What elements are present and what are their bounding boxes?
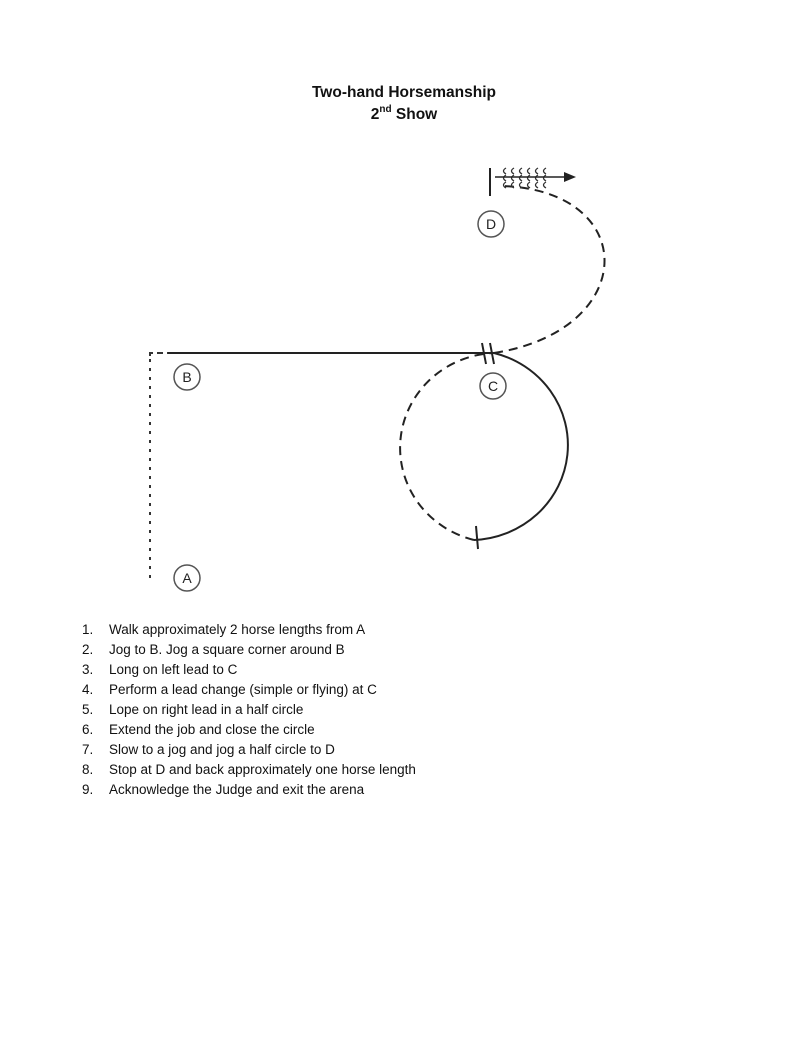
list-item xyxy=(79,720,416,740)
list-item xyxy=(79,620,416,640)
step-number: 1. xyxy=(82,622,94,637)
list-item xyxy=(79,640,416,660)
pattern-steps-list xyxy=(79,620,416,800)
step-text: Jog to B. Jog a square corner around B xyxy=(109,642,345,657)
list-item xyxy=(79,660,416,680)
document-title: Two-hand Horsemanship xyxy=(311,84,496,101)
subtitle-word: Show xyxy=(391,106,438,123)
step-text: Lope on right lead in a half circle xyxy=(109,702,304,717)
list-item xyxy=(79,780,416,800)
step-number: 2. xyxy=(82,642,94,657)
jog-half-circle-to-d xyxy=(494,186,605,353)
back-up-marks xyxy=(504,168,547,188)
exit-arrow-head xyxy=(564,172,576,182)
step-number: 4. xyxy=(82,682,94,697)
extended-jog-half-circle xyxy=(400,353,494,540)
marker-d xyxy=(478,211,504,237)
step-number: 5. xyxy=(82,702,94,717)
list-item xyxy=(79,760,416,780)
circle-close-mark xyxy=(476,526,478,549)
step-number: 6. xyxy=(82,722,94,737)
step-text: Walk approximately 2 horse lengths from A xyxy=(109,622,366,637)
step-text: Slow to a jog and jog a half circle to D xyxy=(109,742,335,757)
step-text: Long on left lead to C xyxy=(109,662,238,677)
marker-c xyxy=(480,373,506,399)
subtitle-number: 2 xyxy=(370,106,380,123)
step-text: Stop at D and back approximately one horse length xyxy=(109,762,416,777)
step-text: Perform a lead change (simple or flying) at C xyxy=(109,682,377,697)
marker-b-label: B xyxy=(182,369,192,385)
list-item xyxy=(79,680,416,700)
marker-b xyxy=(174,364,200,390)
jog-corner-path xyxy=(150,353,168,356)
step-text: Acknowledge the Judge and exit the arena xyxy=(109,782,365,797)
step-text: Extend the job and close the circle xyxy=(109,722,315,737)
marker-a xyxy=(174,565,200,591)
step-number: 7. xyxy=(82,742,94,757)
subtitle-ordinal-suffix: nd xyxy=(379,103,392,115)
step-number: 3. xyxy=(82,662,94,677)
list-item xyxy=(79,700,416,720)
marker-c-label: C xyxy=(487,378,499,394)
step-number: 8. xyxy=(82,762,94,777)
list-item xyxy=(79,740,416,760)
marker-a-label: A xyxy=(182,570,192,586)
marker-d-label: D xyxy=(485,216,497,232)
step-number: 9. xyxy=(82,782,94,797)
